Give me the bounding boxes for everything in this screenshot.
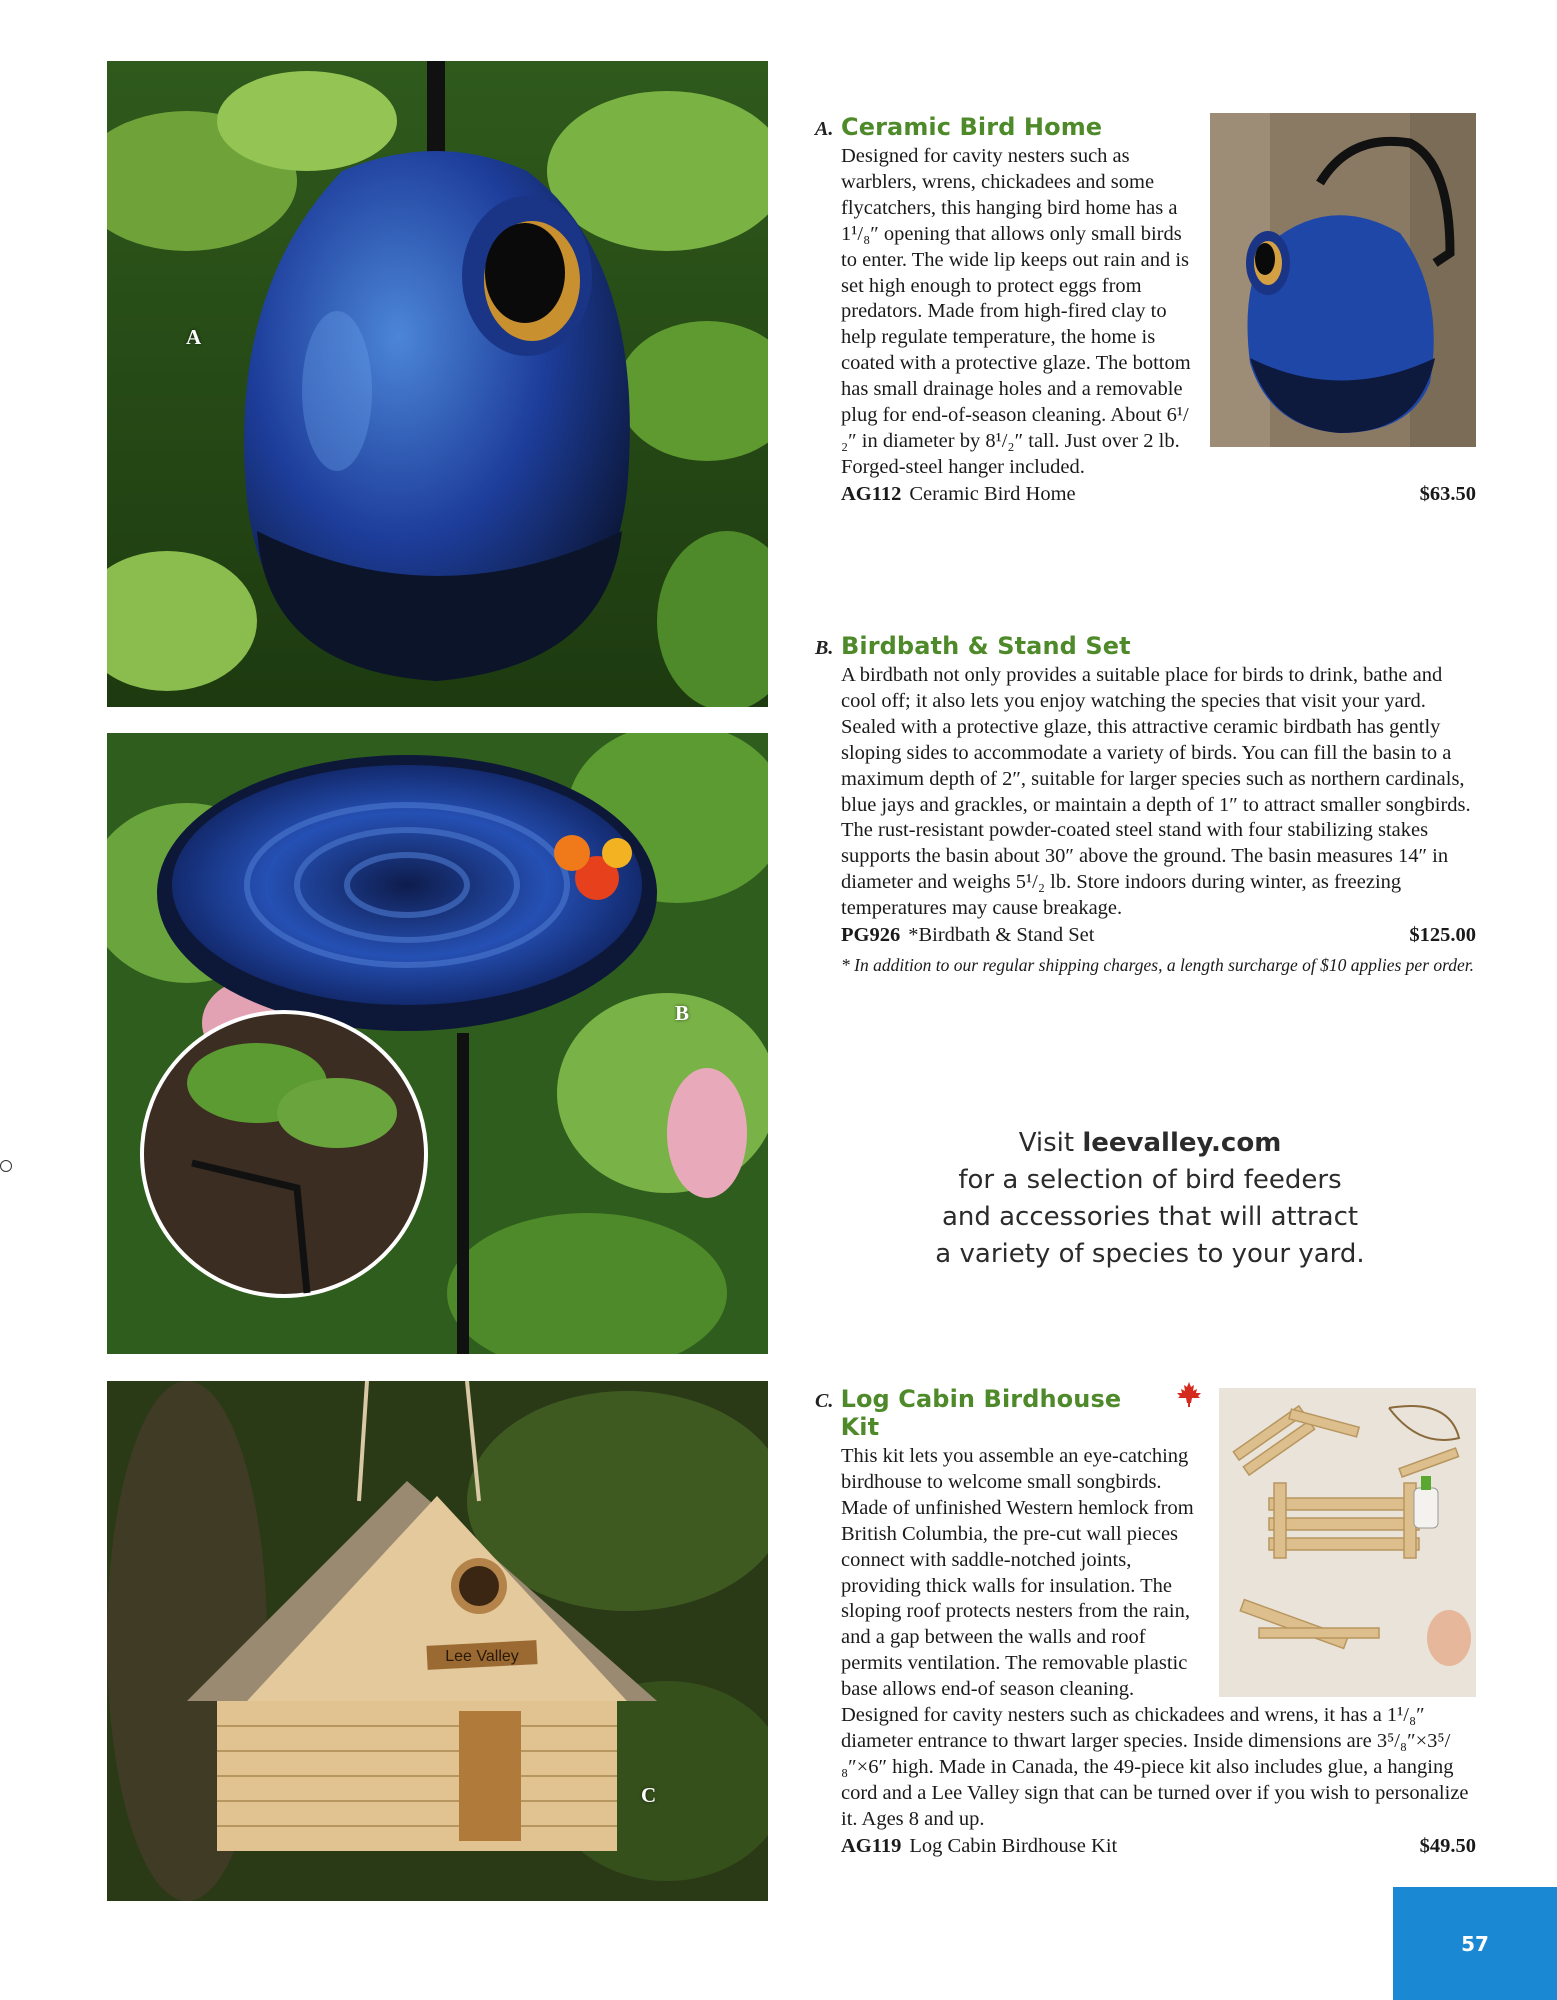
product-a-description: Designed for cavity nesters such as warblers, wrens, chickadees and some flycatchers, this hanging bird home has a 1¹/₈″ opening that allows only small birds to enter. The wide lip keeps out rain and is set high enough to protect eggs from predators. Made from high-fired clay to help regulate temperature, the home is coated with a protective glaze. The bottom has small drainage holes and a removable plug for end-of-season cleaning. About 6¹/₂″ in diameter by 8¹/₂″ tall. Just over 2 lb. Forged-steel hanger included. (841, 145, 1191, 478)
product-c-order-line (841, 1833, 1476, 1859)
log-cabin-birdhouse-illustration (107, 1381, 768, 1901)
birdbath-illustration (107, 733, 768, 1354)
promo-prefix: Visit (1018, 1128, 1083, 1158)
product-c-title: Log Cabin Birdhouse Kit (840, 1385, 1122, 1441)
product-birdbath-stand-set (815, 632, 1476, 977)
product-a-item-name: Ceramic Bird Home (909, 482, 1076, 505)
product-c-price: $49.50 (1419, 1834, 1476, 1857)
product-log-cabin-birdhouse-kit (815, 1381, 1476, 1859)
log-cabin-kit-pieces-thumb (1219, 1388, 1476, 1697)
promo-line-4: a variety of species to your yard. (935, 1239, 1365, 1269)
product-a-order-line (841, 481, 1476, 507)
product-b-description: A birdbath not only provides a suitable place for birds to drink, bathe and cool off; it also lets you enjoy watching the species that visit your yard. Sealed with a protective glaze, this attractive ceramic birdbath has gently sloping sides to accommodate a variety of birds. You can fill the basin to a maximum depth of 2″, suitable for larger species such as northern cardinals, blue jays and grackles, or maintain a depth of 1″ to attract smaller songbirds. The rust-resistant powder-coated steel stand with four stabilizing stakes supports the basin about 30″ above the ground. The basin measures 14″ in diameter and weighs 5¹/₂ lb. Store indoors during winter, as freezing temperatures may cause breakage. (841, 664, 1471, 920)
page-number: 57 (1461, 1931, 1489, 1956)
product-b-title: Birdbath & Stand Set (841, 632, 1131, 660)
product-b-item-name: *Birdbath & Stand Set (908, 924, 1095, 947)
page-number-tab (1393, 1887, 1557, 2000)
product-a-sku: AG112 (841, 482, 902, 505)
binding-hole-mark (0, 1160, 12, 1172)
photo-log-cabin-birdhouse (107, 1381, 768, 1901)
photo-birdbath (107, 733, 768, 1354)
photo-letter-c: C (641, 1783, 657, 1807)
birdhouse-sign-text: Lee Valley (445, 1648, 519, 1665)
product-c-description: This kit lets you assemble an eye-catching birdhouse to welcome small songbirds. Made of unfinished Western hemlock from British Columbia, the pre-cut wall pieces connect with saddle-notched joints, providing thick walls for insulation. The sloping roof protects nesters from the rain, and a gap between the walls and roof permits ventilation. The removable plastic base allows end-of season cleaning. Designed for cavity nesters such as chickadees and wrens, it has a 1¹/₈″ diameter entrance to thwart larger species. Inside dimensions are 3⁵/₈″×3⁵/₈″×6″ high. Made in Canada, the 49-piece kit also includes glue, a hanging cord and a Lee Valley sign that can be turned over if you wish to personalize it. Ages 8 and up. (841, 1445, 1469, 1830)
product-a-thumbnail (1210, 113, 1476, 447)
promo-visit-website (880, 1125, 1420, 1273)
product-b-letter: B. (815, 637, 834, 659)
promo-line-3: and accessories that will attract (941, 1202, 1359, 1232)
product-c-item-name: Log Cabin Birdhouse Kit (909, 1834, 1118, 1857)
product-c-letter: C. (815, 1390, 834, 1412)
product-b-order-line (841, 922, 1476, 948)
photo-ceramic-bird-home (107, 61, 768, 707)
promo-line-2: for a selection of bird feeders (958, 1165, 1342, 1195)
product-a-price: $63.50 (1419, 482, 1476, 505)
product-a-title: Ceramic Bird Home (841, 113, 1103, 141)
ceramic-bird-home-thumb (1210, 113, 1476, 447)
promo-site-link[interactable]: leevalley.com (1082, 1128, 1282, 1158)
product-c-sku: AG119 (841, 1834, 902, 1857)
product-c-thumbnail (1219, 1388, 1476, 1697)
product-b-price: $125.00 (1409, 924, 1476, 947)
photo-letter-a: A (186, 325, 202, 349)
photo-letter-b: B (675, 1001, 690, 1025)
product-a-letter: A. (815, 118, 834, 140)
product-b-sku: PG926 (841, 924, 901, 947)
maple-leaf-icon (1175, 1381, 1203, 1407)
product-b-footnote: * In addition to our regular shipping charges, a length surcharge of $10 applies per order. (841, 955, 1475, 976)
product-ceramic-bird-home (815, 113, 1476, 507)
ceramic-bird-home-illustration (107, 61, 768, 707)
